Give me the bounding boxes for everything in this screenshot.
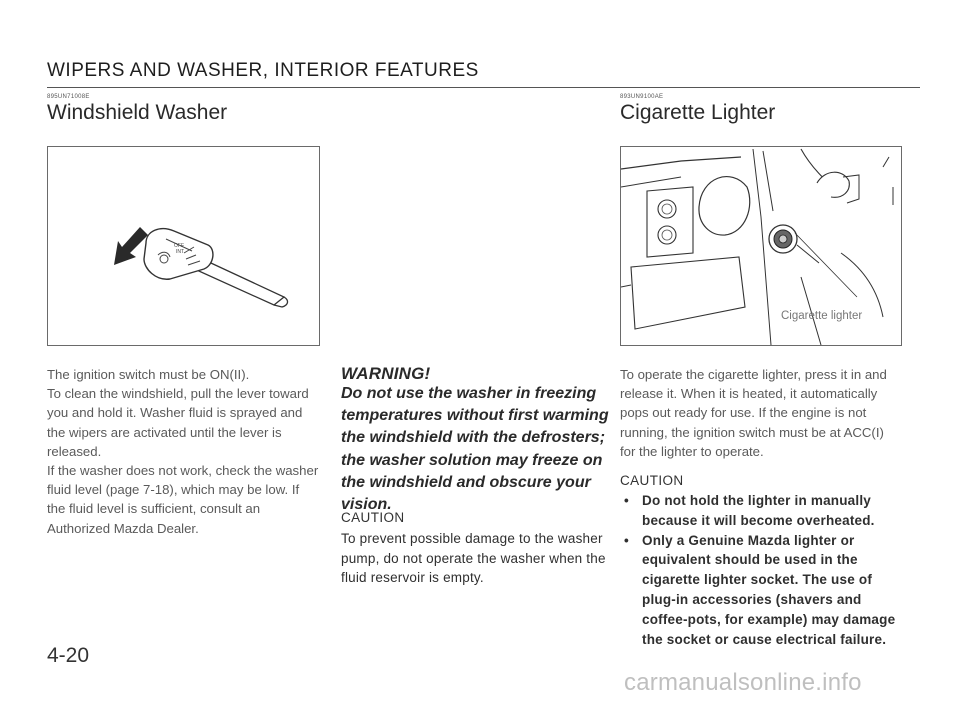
bullet-icon: •	[624, 493, 629, 508]
lighter-instructions: To operate the cigarette lighter, press it in and release it. When it is heated, it automatically pops out ready for use. If the engine is not running, the ignition switch must be at ACC(I) for the lighter to operate.	[620, 367, 887, 459]
page-header: WIPERS AND WASHER, INTERIOR FEATURES	[47, 60, 479, 81]
right-section-code: 893UN9100AE	[620, 94, 664, 100]
warning-text: Do not use the washer in freezing temperatures without first warming the windshield with the defrosters; the washer solution may freeze on the windshield and obscure your vision.	[341, 385, 609, 514]
site-watermark: carmanualsonline.info	[624, 669, 862, 696]
washer-caution-title: CAUTION	[341, 510, 405, 525]
lighter-caution-list	[620, 491, 902, 649]
left-paragraph-3: If the washer does not work, check the washer fluid level (page 7-18), which may be low. If the fluid level is sufficient, consult an Authorized Mazda Dealer.	[47, 463, 319, 536]
warning-title: WARNING!	[341, 364, 431, 383]
lighter-caution-item: • Do not hold the lighter in manually because it will become overheated.	[624, 493, 875, 528]
page-number: 4-20	[47, 644, 90, 667]
left-paragraph-2: To clean the windshield, pull the lever toward you and hold it. Washer fluid is sprayed and the wipers are activated until the lever is released.	[47, 386, 309, 459]
lighter-caution-title: CAUTION	[620, 473, 684, 488]
cigarette-lighter-illustration	[620, 146, 902, 346]
header-divider	[47, 87, 920, 88]
left-section-title: Windshield Washer	[47, 101, 228, 124]
left-body-text	[47, 365, 319, 538]
washer-caution-text: To prevent possible damage to the washer pump, do not operate the washer when the fluid reservoir is empty.	[341, 531, 606, 586]
svg-text:OFF: OFF	[174, 243, 184, 249]
left-paragraph-1: The ignition switch must be ON(II).	[47, 367, 250, 382]
svg-text:INT: INT	[176, 249, 185, 255]
washer-lever-illustration	[47, 146, 320, 346]
right-section-title: Cigarette Lighter	[620, 101, 776, 124]
lighter-caution-item: • Only a Genuine Mazda lighter or equivalent should be used in the cigarette lighter socket. The use of plug-in accessories (shavers and coffee-pots, for example) may damage the socket or cause electrical failure.	[624, 532, 896, 647]
wiper-lever-drawing	[48, 147, 319, 345]
left-section-code: 895UN71008E	[47, 94, 90, 100]
cigarette-lighter-label: Cigarette lighter	[781, 310, 863, 322]
bullet-icon: •	[624, 532, 629, 548]
